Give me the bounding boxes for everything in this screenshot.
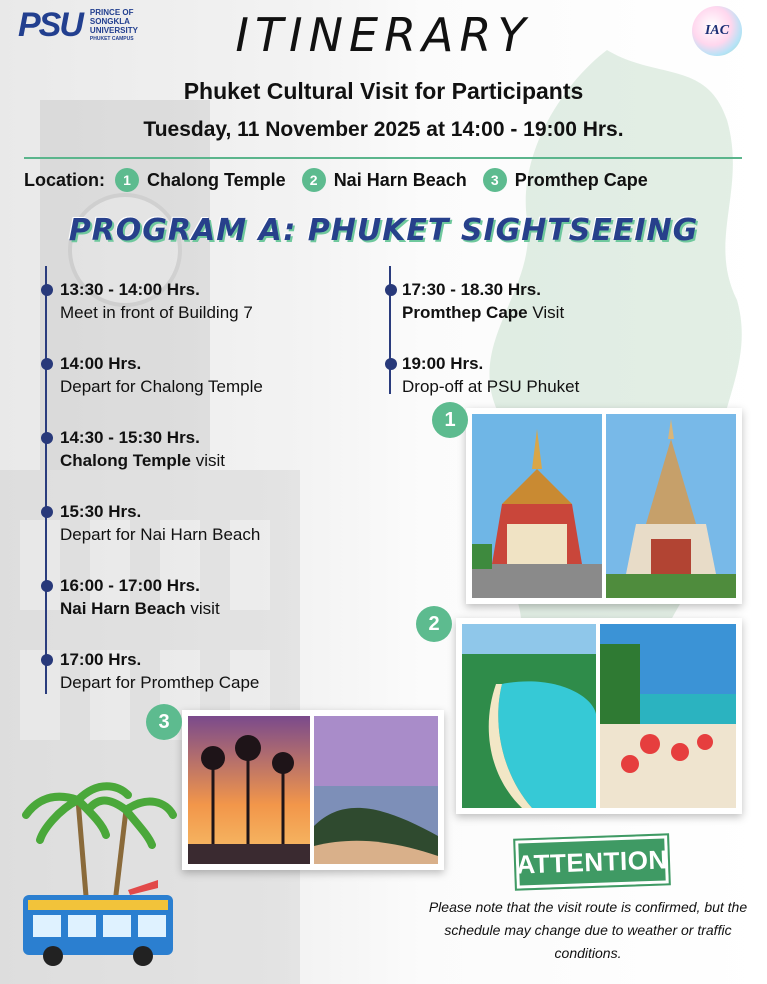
- psu-logo-line2: SONGKLA: [89, 16, 130, 26]
- schedule-left-entry: [60, 500, 260, 546]
- location-chalong-temple: Chalong Temple: [147, 169, 286, 190]
- divider: [24, 157, 742, 159]
- schedule-time: 14:00 Hrs.: [60, 354, 142, 373]
- program-title: PROGRAM A: PHUKET SIGHTSEEING: [68, 213, 699, 248]
- event-date: Tuesday, 11 November 2025 at 14:00 - 19:00 Hrs.: [143, 118, 624, 141]
- cape-image-left: [188, 716, 310, 864]
- iac-logo: IAC: [692, 6, 742, 56]
- schedule-description: [60, 523, 260, 546]
- location-bar: [24, 168, 664, 192]
- attention-badge: ATTENTION: [515, 835, 669, 888]
- temple-image-right: [606, 414, 736, 598]
- location-number-1: 1: [115, 168, 139, 192]
- palm-bus-illustration: [18, 770, 188, 970]
- schedule-left-entry: [60, 352, 263, 398]
- temple-image-left: [472, 414, 602, 598]
- schedule-activity: Drop-off at PSU Phuket: [402, 377, 580, 396]
- schedule-right-dot: [385, 358, 397, 370]
- schedule-time: 16:00 - 17:00 Hrs.: [60, 576, 200, 595]
- location-promthep-cape: Promthep Cape: [514, 169, 648, 190]
- schedule-left-dot: [41, 284, 53, 296]
- schedule-activity: Meet in front of Building 7: [60, 303, 253, 322]
- location-label: Location:: [24, 169, 105, 190]
- schedule-description: [60, 375, 263, 398]
- schedule-description: [402, 375, 579, 398]
- psu-logo-line4: PHUKET CAMPUS: [89, 35, 134, 42]
- schedule-description: [60, 449, 225, 472]
- photo-nai-harn-beach: [456, 618, 742, 814]
- psu-logo-mark: PSU: [18, 6, 82, 44]
- schedule-left-dot: [41, 580, 53, 592]
- page-subtitle: Phuket Cultural Visit for Participants: [183, 78, 584, 104]
- schedule-activity: Depart for Chalong Temple: [60, 377, 263, 396]
- schedule-place: Chalong Temple: [60, 451, 191, 470]
- location-number-3: 3: [483, 168, 507, 192]
- schedule-activity: visit: [190, 451, 225, 470]
- schedule-left-dot: [41, 358, 53, 370]
- schedule-time: 17:00 Hrs.: [60, 650, 142, 669]
- schedule-activity: Depart for Nai Harn Beach: [60, 525, 261, 544]
- photo-chalong-temple: [466, 408, 742, 604]
- page-title: ITINERARY: [235, 8, 532, 62]
- schedule-description: [60, 301, 253, 324]
- attention-note: Please note that the visit route is confirmed, but the schedule may change due to weather or traffic conditions.: [428, 899, 748, 961]
- schedule-activity: Depart for Promthep Cape: [60, 673, 260, 692]
- beach-image-right: [600, 624, 736, 808]
- schedule-left-entry: [60, 574, 220, 620]
- schedule-place: Nai Harn Beach: [60, 599, 186, 618]
- schedule-description: [60, 671, 259, 694]
- beach-image-left: [462, 624, 596, 808]
- photo-badge-2: 2: [416, 606, 452, 642]
- schedule-left-dot: [41, 432, 53, 444]
- schedule-description: [402, 301, 564, 324]
- schedule-activity: visit: [185, 599, 220, 618]
- schedule-time: 14:30 - 15:30 Hrs.: [60, 428, 200, 447]
- photo-badge-1: 1: [432, 402, 468, 438]
- schedule-time: 19:00 Hrs.: [402, 354, 484, 373]
- schedule-right-entry: [402, 352, 579, 398]
- schedule-time: 17:30 - 18.30 Hrs.: [402, 280, 541, 299]
- photo-promthep-cape: [182, 710, 444, 870]
- cape-image-right: [314, 716, 438, 864]
- schedule-left-entry: [60, 278, 253, 324]
- psu-logo-line3: UNIVERSITY: [89, 25, 138, 35]
- location-nai-harn-beach: Nai Harn Beach: [333, 169, 467, 190]
- schedule-left-entry: [60, 648, 259, 694]
- schedule-time: 13:30 - 14:00 Hrs.: [60, 280, 200, 299]
- location-number-2: 2: [302, 168, 326, 192]
- schedule-left-dot: [41, 654, 53, 666]
- psu-logo-line1: PRINCE OF: [89, 7, 134, 17]
- schedule-right-entry: [402, 278, 564, 324]
- schedule-place: Promthep Cape: [402, 303, 528, 322]
- schedule-time: 15:30 Hrs.: [60, 502, 142, 521]
- schedule-description: [60, 597, 220, 620]
- schedule-left-dot: [41, 506, 53, 518]
- schedule-right-dot: [385, 284, 397, 296]
- schedule-left-entry: [60, 426, 225, 472]
- timeline-left: [45, 266, 47, 694]
- photo-badge-3: 3: [146, 704, 182, 740]
- schedule-activity: Visit: [527, 303, 565, 322]
